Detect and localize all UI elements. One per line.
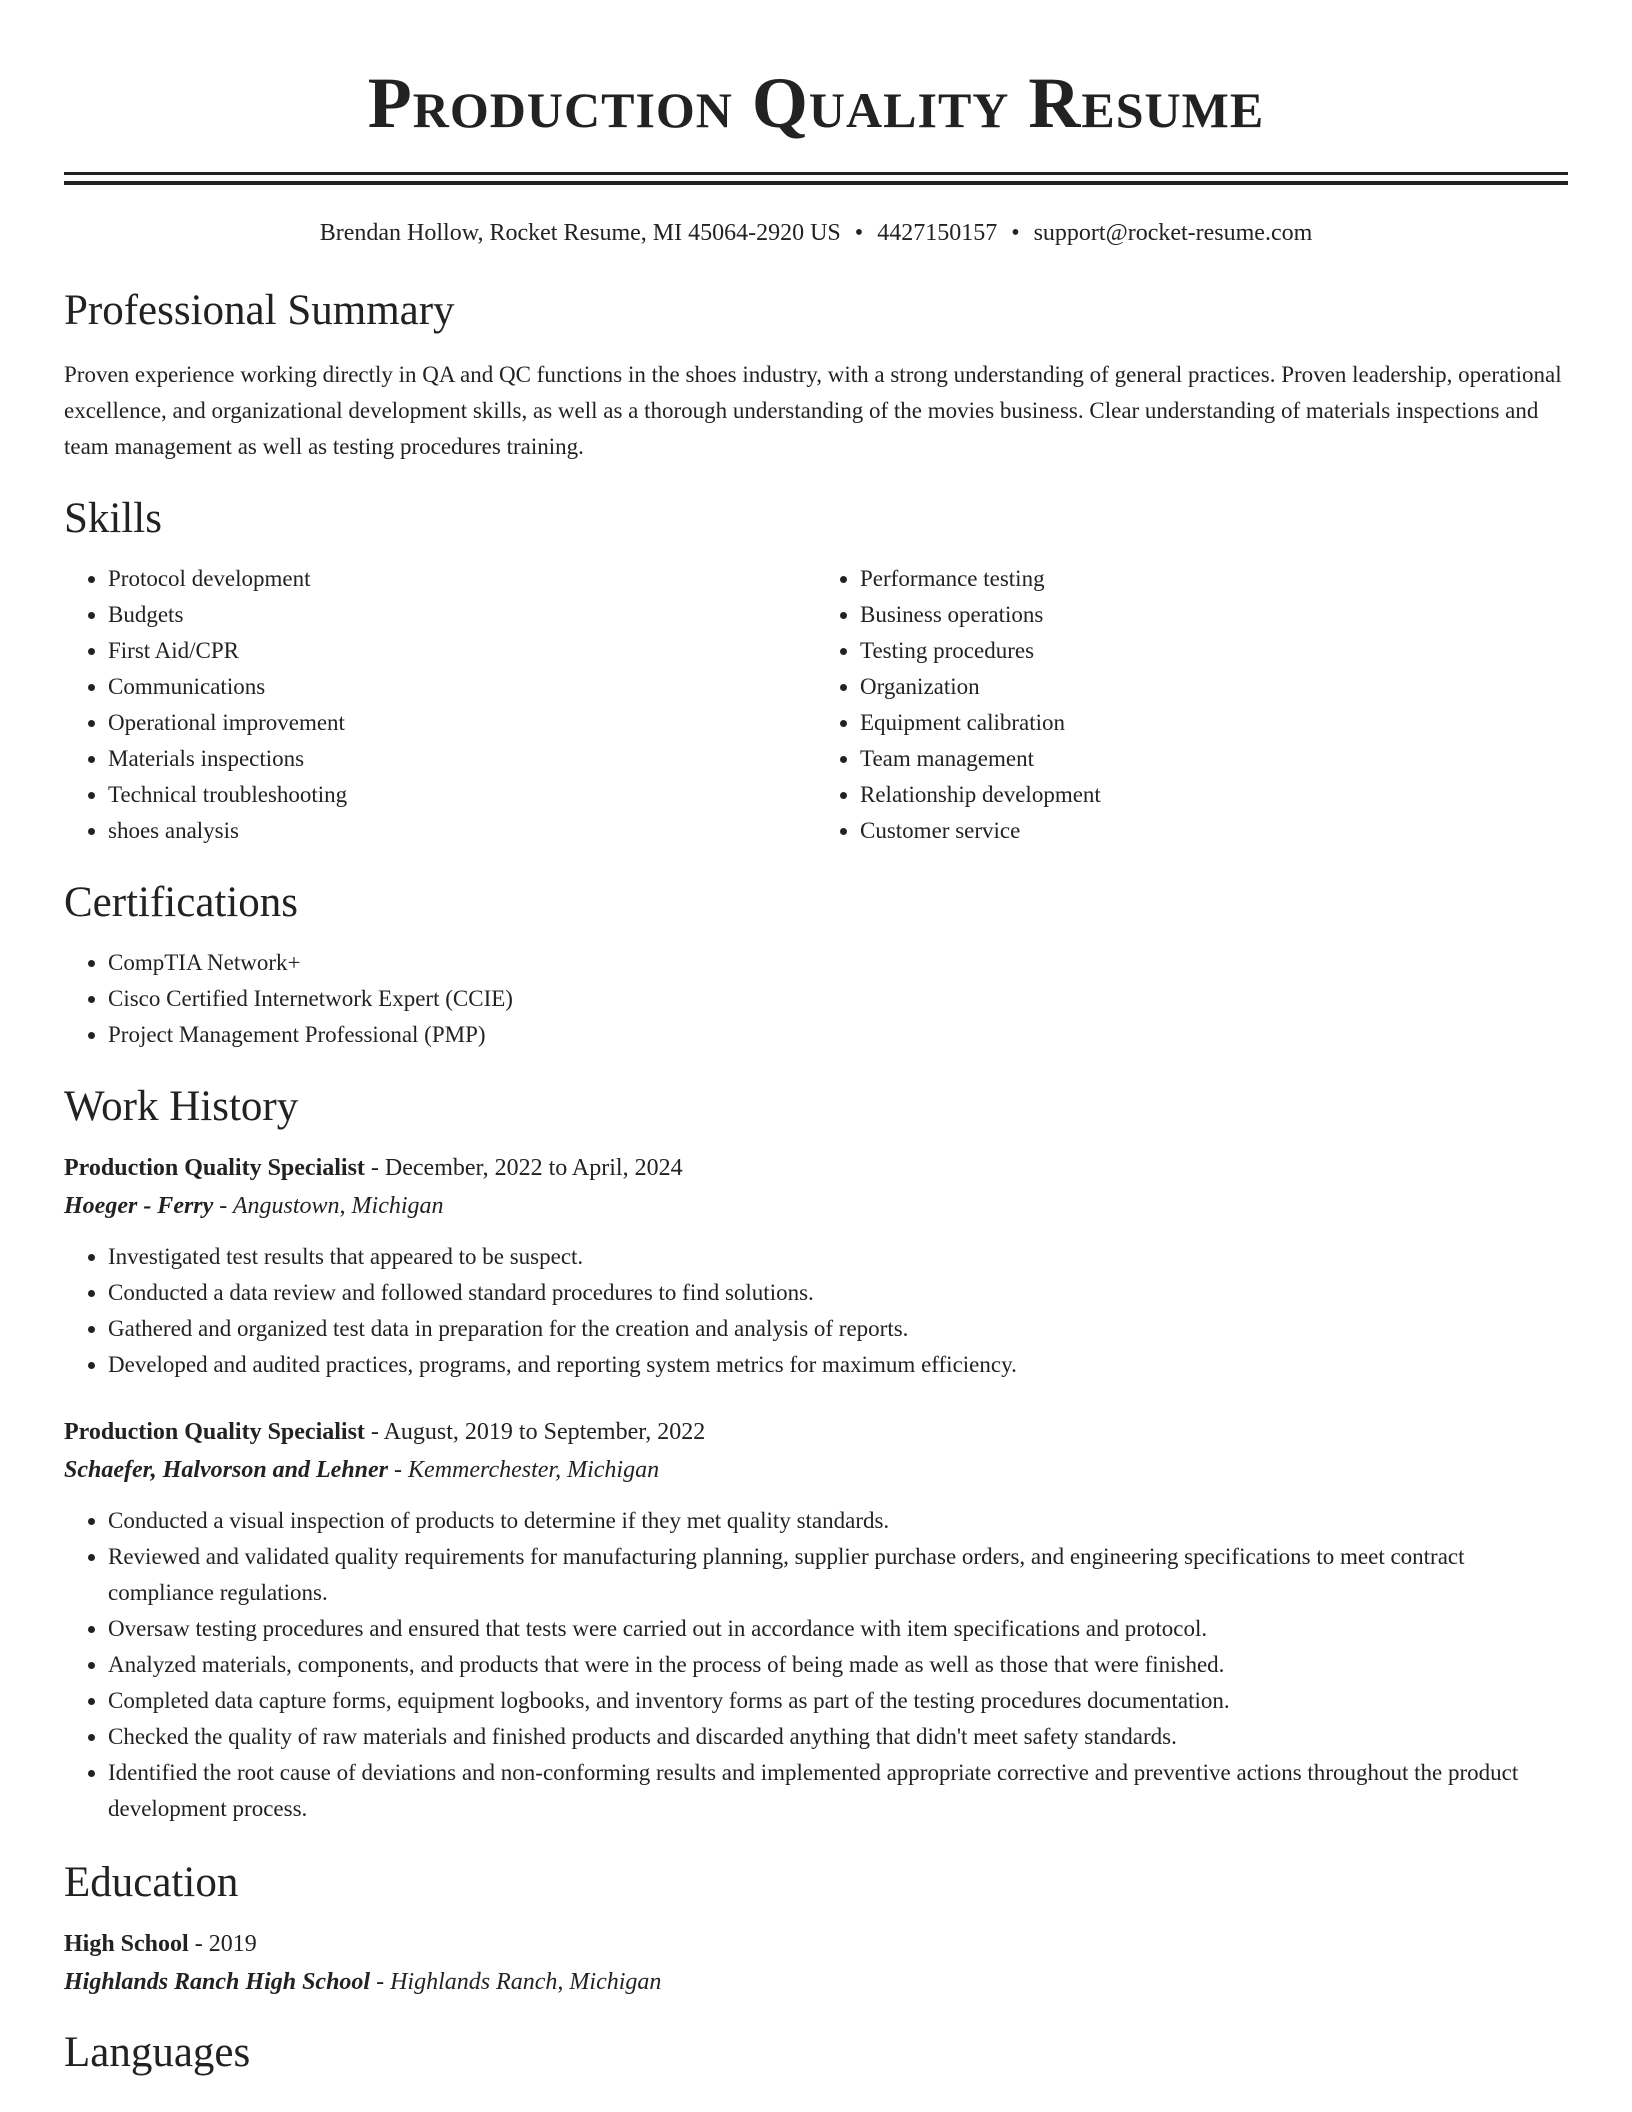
job-title: Production Quality Specialist <box>64 1419 365 1445</box>
job-location: Angustown, Michigan <box>232 1193 444 1219</box>
certifications-heading: Certifications <box>64 879 299 926</box>
skill-item: • Equipment calibration <box>860 705 1568 741</box>
job-title: Production Quality Specialist <box>64 1155 365 1181</box>
job-bullet: • Gathered and organized test data in preparation for the creation and analysis of reports. <box>108 1311 1568 1347</box>
education-location: Highlands Ranch, Michigan <box>390 1969 662 1995</box>
work-history-heading: Work History <box>64 1083 299 1130</box>
contact-separator: • <box>1011 220 1020 246</box>
job-title-line <box>64 1149 1568 1187</box>
job-bullet: • Reviewed and validated quality requirements for manufacturing planning, supplier purchase orders, and engineering specifications to meet contract compliance regulations. <box>108 1539 1568 1611</box>
contact-phone: 4427150157 <box>877 220 998 246</box>
dash: - <box>364 1419 384 1445</box>
job-dates: December, 2022 to April, 2024 <box>384 1155 683 1181</box>
contact-email: support@rocket-resume.com <box>1033 220 1313 246</box>
certifications-list <box>64 945 1568 1053</box>
education-degree: High School <box>64 1931 189 1957</box>
job-bullets <box>64 1503 1568 1827</box>
job-company-line <box>64 1451 1568 1489</box>
education-entry <box>64 1925 1568 2001</box>
certification-item: • Project Management Professional (PMP) <box>108 1017 1568 1053</box>
job-company: Schaefer, Halvorson and Lehner <box>64 1457 389 1483</box>
job-location: Kemmerchester, Michigan <box>408 1457 660 1483</box>
skill-item: • Business operations <box>860 597 1568 633</box>
title-divider-top <box>64 172 1568 175</box>
summary-text: Proven experience working directly in QA and QC functions in the shoes industry, with a strong understanding of general practices. Proven leadership, operational excellence, and organizational development skills, as well as a thorough understanding of the movies business. Clear understanding of materials inspections and team management as well as testing procedures training. <box>64 362 1562 459</box>
job-company: Hoeger - Ferry <box>64 1193 214 1219</box>
dash: - <box>388 1457 409 1483</box>
skill-item: • Organization <box>860 669 1568 705</box>
summary-heading: Professional Summary <box>64 287 455 334</box>
education-school-line <box>64 1963 1568 2001</box>
job-title-line <box>64 1413 1568 1451</box>
skill-item: • Relationship development <box>860 777 1568 813</box>
job-bullet: • Conducted a data review and followed standard procedures to find solutions. <box>108 1275 1568 1311</box>
certification-item: • Cisco Certified Internetwork Expert (CCIE) <box>108 981 1568 1017</box>
resume-title: Production Quality Resume <box>367 63 1265 143</box>
contact-line <box>64 217 1568 249</box>
dash: - <box>213 1193 233 1219</box>
languages-heading: Languages <box>64 2029 251 2076</box>
skill-item: • Operational improvement <box>108 705 816 741</box>
education-degree-line <box>64 1925 1568 1963</box>
skill-item: • Communications <box>108 669 816 705</box>
job-bullet: • Analyzed materials, components, and products that were in the process of being made as well as those that were finished. <box>108 1647 1568 1683</box>
skill-item: • Testing procedures <box>860 633 1568 669</box>
job-bullet: • Conducted a visual inspection of products to determine if they met quality standards. <box>108 1503 1568 1539</box>
skill-item: • shoes analysis <box>108 813 816 849</box>
skill-item: • Performance testing <box>860 561 1568 597</box>
skills-column-right <box>816 561 1568 849</box>
skill-item: • Technical troubleshooting <box>108 777 816 813</box>
job-bullet: • Checked the quality of raw materials and finished products and discarded anything that didn't meet safety standards. <box>108 1719 1568 1755</box>
certification-item: • CompTIA Network+ <box>108 945 1568 981</box>
job-bullet: • Oversaw testing procedures and ensured that tests were carried out in accordance with item specifications and protocol. <box>108 1611 1568 1647</box>
dash: - <box>370 1969 391 1995</box>
job-dates: August, 2019 to September, 2022 <box>383 1419 706 1445</box>
job-entry <box>64 1149 1568 1383</box>
skills-heading: Skills <box>64 495 162 542</box>
skill-item: • Materials inspections <box>108 741 816 777</box>
skills-list <box>64 561 1568 849</box>
contact-address: Brendan Hollow, Rocket Resume, MI 45064-2920 US <box>319 220 841 246</box>
skill-item: • Customer service <box>860 813 1568 849</box>
skill-item: • Budgets <box>108 597 816 633</box>
job-bullet: • Developed and audited practices, programs, and reporting system metrics for maximum efficiency. <box>108 1347 1568 1383</box>
job-bullet: • Completed data capture forms, equipment logbooks, and inventory forms as part of the testing procedures documentation. <box>108 1683 1568 1719</box>
title-divider-bottom <box>64 181 1568 185</box>
job-bullet: • Investigated test results that appeared to be suspect. <box>108 1239 1568 1275</box>
education-year: 2019 <box>208 1931 257 1957</box>
job-company-line <box>64 1187 1568 1225</box>
dash: - <box>188 1931 209 1957</box>
job-entry <box>64 1413 1568 1827</box>
skills-column-left <box>64 561 816 849</box>
skill-item: • Team management <box>860 741 1568 777</box>
skill-item: • Protocol development <box>108 561 816 597</box>
education-school: Highlands Ranch High School <box>64 1969 371 1995</box>
education-heading: Education <box>64 1859 239 1906</box>
contact-separator: • <box>854 220 864 246</box>
job-bullets <box>64 1239 1568 1383</box>
job-bullet: • Identified the root cause of deviations and non-conforming results and implemented appropriate corrective and preventive actions throughout the product development process. <box>108 1755 1568 1827</box>
skill-item: • First Aid/CPR <box>108 633 816 669</box>
dash: - <box>364 1155 385 1181</box>
